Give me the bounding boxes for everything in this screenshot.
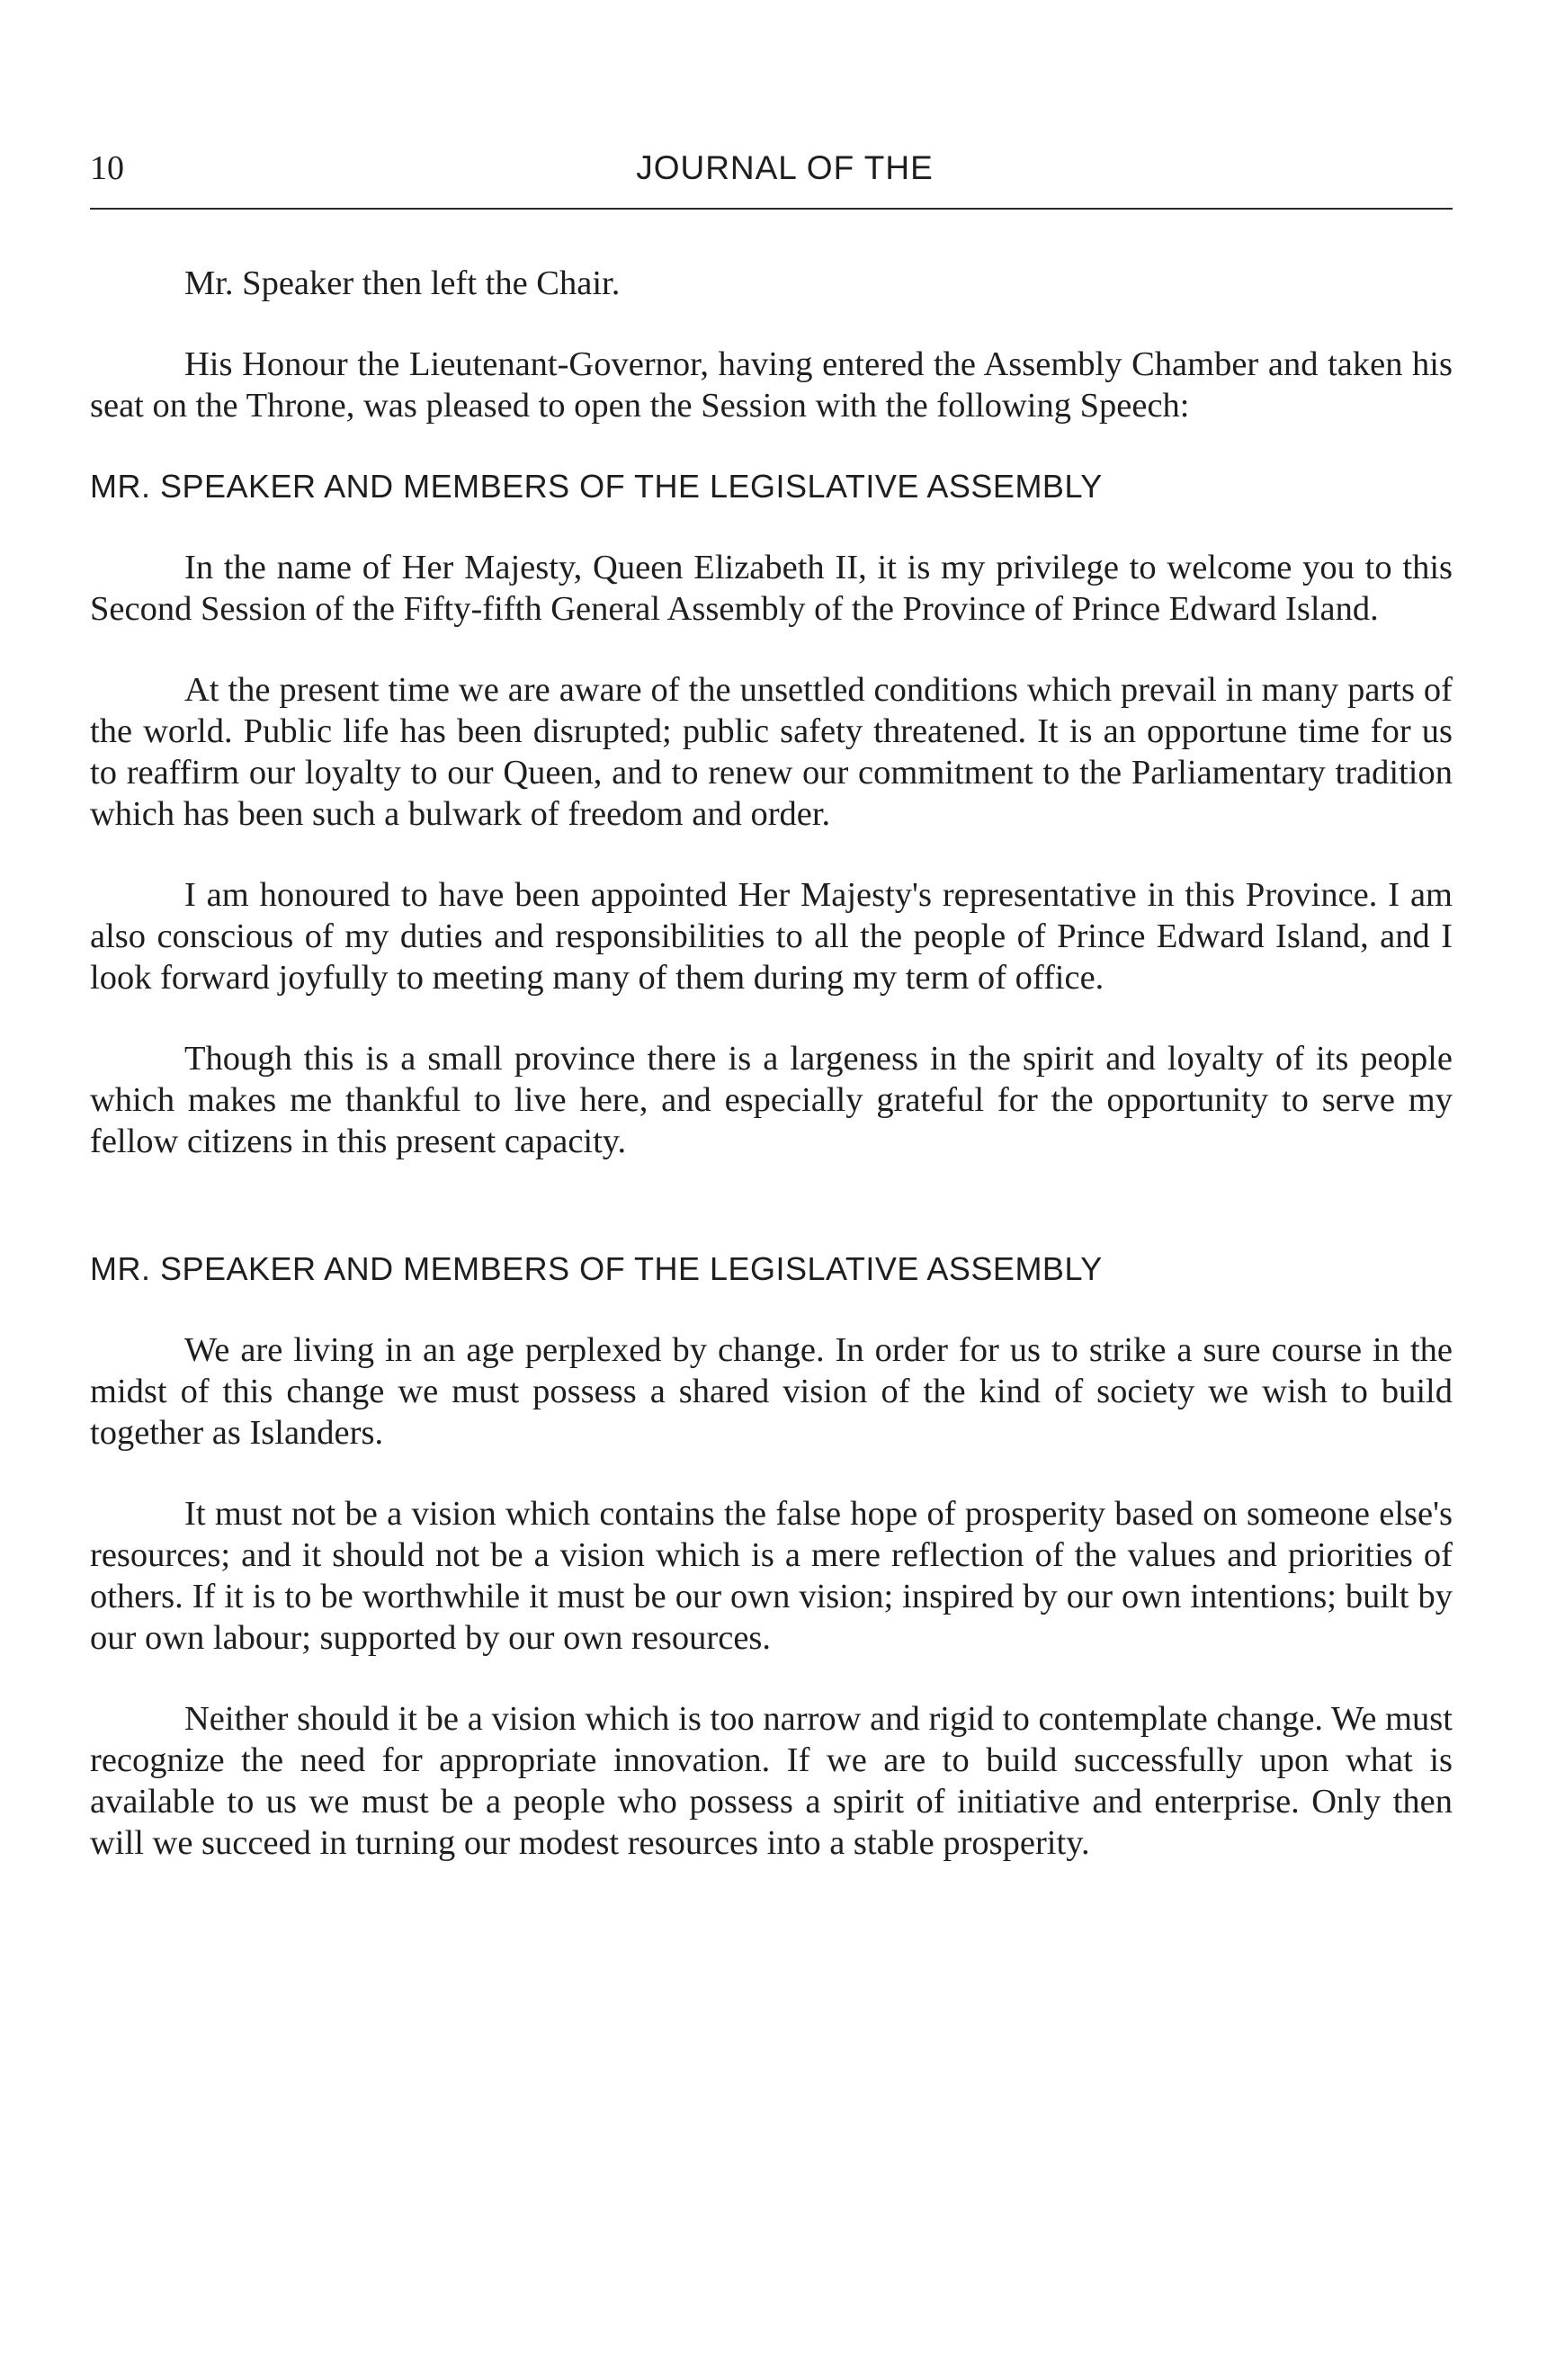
speech-paragraph: Neither should it be a vision which is too narrow and rigid to contemplate change. We must recognize the need for appropriate innovation. If we are to build successfully upon what is available to us we must be a people who possess a spirit of initiative and enterprise. Only then will we succeed in turning our modest resources into a stable prosperity. — [90, 1700, 1453, 1862]
speech-paragraph: I am honoured to have been appointed Her Majesty's representative in this Province. I am also conscious of my duties and responsibilities to all the people of Prince Edward Island, and I look forward joyfully to meeting many of them during my term of office. — [90, 876, 1453, 997]
address-heading-2: MR. SPEAKER AND MEMBERS OF THE LEGISLATIVE ASSEMBLY — [90, 1250, 1103, 1287]
speech-paragraph: Though this is a small province there is a largeness in the spirit and loyalty of its people which makes me thankful to live here, and especially grateful for the opportunity to serve my fellow citizens in this present capacity. — [90, 1040, 1453, 1160]
speech-paragraph: At the present time we are aware of the unsettled conditions which prevail in many parts of the world. Public life has been disrupted; public safety threatened. It is an opportune time for us to reaffirm our loyalty to our Queen, and to renew our commitment to the Parliamentary tradition which has been such a bulwark of freedom and order. — [90, 671, 1453, 833]
running-head — [90, 148, 1453, 201]
paragraph-speaker-left: Mr. Speaker then left the Chair. — [184, 264, 621, 302]
speech-paragraph: In the name of Her Majesty, Queen Elizabeth II, it is my privilege to welcome you to this Second Session of the Fifty-fifth General Assembly of the Province of Prince Edward Island. — [90, 549, 1453, 628]
header-rule — [90, 208, 1453, 210]
body-text — [90, 263, 1453, 1903]
speech-paragraph: We are living in an age perplexed by change. In order for us to strike a sure course in the midst of this change we must possess a shared vision of the kind of society we wish to build together as Islanders. — [90, 1331, 1453, 1452]
address-heading-1: MR. SPEAKER AND MEMBERS OF THE LEGISLATIVE ASSEMBLY — [90, 468, 1103, 505]
running-title: JOURNAL OF THE — [636, 149, 934, 186]
paragraph-lieutenant-governor-entrance: His Honour the Lieutenant-Governor, having entered the Assembly Chamber and taken his seat on the Throne, was pleased to open the Session with the following Speech: — [90, 345, 1453, 425]
speech-paragraph: It must not be a vision which contains the false hope of prosperity based on someone else's resources; and it should not be a vision which is a mere reflection of the values and priorities of others. If it is to be worthwhile it must be our own vision; inspired by our own intentions; built by our own labour; supported by our own resources. — [90, 1495, 1453, 1657]
page-number: 10 — [90, 149, 124, 187]
